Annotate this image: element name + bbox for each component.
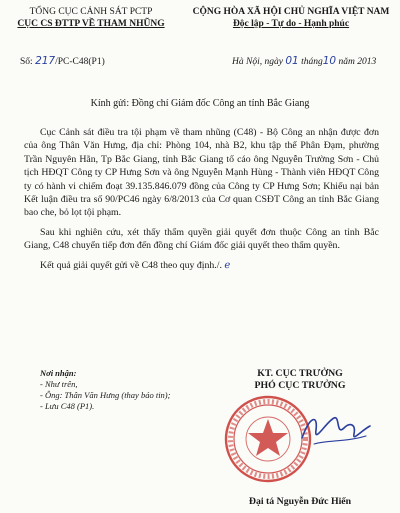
body-paragraph-1: Cục Cảnh sát điều tra tội phạm về tham nhũng (C48) - Bộ Công an nhận được đơn của ông Thân Văn Hưng, địa chỉ: Phòng 104, nhà B2, khu tập thể Phân Đạm, phường Trần Nguyên Hãn, Tp Bắc Giang, tỉnh Bắc Giang tố cáo ông Nguyễn Trường Sơn - Chủ tịch HĐQT Công ty CP Hưng Sơn và ông Nguyễn Mạnh Hùng - Thành viên HĐQT Công ty có hành vi chiếm đoạt 39.135.846.079 đồng của Công ty CP Hưng Sơn; Khiếu nại bản Kết luận điều tra số 90/PC46 ngày 6/8/2013 của Cơ quan CSĐT Công an tỉnh Bắc Giang bao che, bỏ lọt tội phạm. — [24, 127, 379, 219]
date-month-label: tháng — [301, 57, 323, 67]
nation-header — [186, 6, 396, 30]
doc-number-prefix: Số: — [20, 57, 33, 67]
date-place: Hà Nội, ngày — [232, 57, 283, 67]
letter-body — [24, 126, 379, 278]
initial-mark: ℯ — [224, 259, 231, 271]
body-paragraph-2: Sau khi nghiên cứu, xét thấy thẩm quyền giải quyết đơn thuộc Công an tỉnh Bắc Giang, C48 chuyển tiếp đơn đến đồng chí Giám đốc giải quyết theo thẩm quyền. — [24, 226, 379, 252]
doc-number-handwritten: 217 — [35, 55, 56, 67]
document-number — [20, 55, 105, 67]
agency-line2: CỤC CS ĐTTP VỀ THAM NHŨNG — [17, 19, 165, 29]
recipients-label: Nơi nhận: — [40, 368, 77, 378]
body-paragraph-3-text: Kết quả giải quyết gửi về C48 theo quy định./. — [40, 259, 222, 271]
recipient-item: - Lưu C48 (P1). — [40, 401, 95, 411]
signer-title-2: PHÓ CỤC TRƯỞNG — [254, 380, 346, 391]
signer-name: Đại tá Nguyễn Đức Hiển — [248, 496, 352, 507]
date-month: 10 — [322, 55, 337, 67]
recipient-line: Kính gửi: Đồng chí Giám đốc Công an tỉnh Bắc Giang — [90, 98, 310, 109]
date-year: năm 2013 — [338, 57, 377, 67]
handwritten-signature-icon — [296, 404, 374, 454]
agency-header — [6, 6, 176, 30]
nation-line1: CỘNG HÒA XÃ HỘI CHỦ NGHĨA VIỆT NAM — [192, 7, 390, 17]
recipient-item: - Như trên, — [40, 379, 78, 389]
signer-title-1: KT. CỤC TRƯỞNG — [257, 368, 343, 379]
doc-number-suffix: /PC-C48(P1) — [55, 57, 105, 67]
body-paragraph-3 — [24, 259, 379, 272]
date-day: 01 — [285, 55, 299, 67]
recipient-item: - Ông: Thân Văn Hưng (thay báo tin); — [40, 390, 171, 400]
signature-block — [210, 368, 390, 507]
document-date — [232, 55, 376, 67]
nation-line2: Độc lập - Tự do - Hạnh phúc — [232, 19, 350, 29]
agency-line1: TỔNG CỤC CẢNH SÁT PCTP — [29, 7, 153, 17]
recipients-block — [40, 368, 170, 412]
